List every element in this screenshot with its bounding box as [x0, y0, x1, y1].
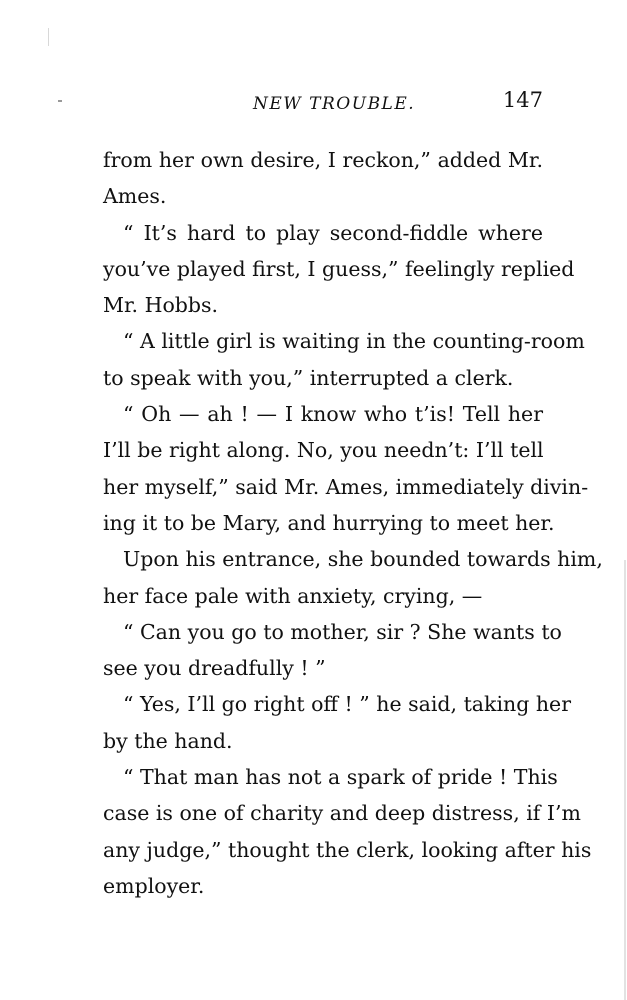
page-header	[103, 86, 543, 116]
text-line: you’ve played first, I guess,” feelingly replied	[103, 256, 575, 281]
running-title: NEW TROUBLE.	[253, 94, 416, 114]
text-line: case is one of charity and deep distress, if I’m	[103, 801, 581, 826]
page-edge-shadow	[624, 560, 626, 1000]
text-line: from her own desire, I reckon,” added Mr.	[103, 148, 543, 172]
text-line: by the hand.	[103, 728, 233, 753]
text-line: see you dreadfully ! ”	[103, 656, 326, 681]
text-line: “ Yes, I’ll go right off ! ” he said, taking her	[123, 692, 571, 717]
scan-mark	[58, 100, 62, 102]
text-line: Ames.	[103, 184, 167, 209]
scan-mark	[48, 28, 49, 46]
text-line: Upon his entrance, she bounded towards him,	[123, 547, 603, 572]
text-line: I’ll be right along. No, you needn’t: I’ll tell	[103, 438, 544, 463]
text-line: “ Can you go to mother, sir ? She wants to	[123, 619, 562, 644]
text-line: “ A little girl is waiting in the counting-room	[123, 329, 585, 354]
page-number: 147	[502, 88, 543, 112]
text-line: employer.	[103, 873, 205, 898]
text-line: Mr. Hobbs.	[103, 293, 219, 318]
text-line: “ That man has not a spark of pride ! This	[123, 765, 558, 790]
text-line: her face pale with anxiety, crying, —	[103, 583, 483, 608]
text-line: to speak with you,” interrupted a clerk.	[103, 365, 514, 390]
text-line: ing it to be Mary, and hurrying to meet her.	[103, 510, 555, 535]
text-line: “ Oh — ah ! — I know who t’is! Tell her	[123, 402, 543, 427]
text-line: “ It’s hard to play second-fiddle where	[123, 220, 543, 245]
text-line: her myself,” said Mr. Ames, immediately divin-	[103, 474, 589, 499]
text-line: any judge,” thought the clerk, looking after his	[103, 837, 592, 862]
body-text	[103, 142, 603, 904]
